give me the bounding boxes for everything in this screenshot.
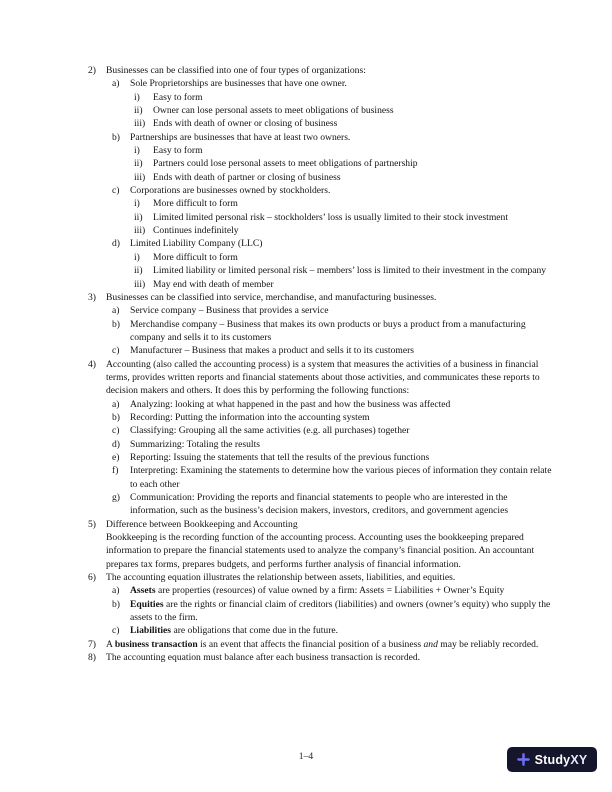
item-text: Interpreting: Examining the statements to determine how the various pieces of information they contain relate to each other <box>130 465 552 490</box>
outline-item <box>134 104 556 117</box>
outline-item <box>134 264 556 277</box>
outline-item <box>134 197 556 210</box>
item-label: d) <box>112 238 120 250</box>
item-label: 8) <box>88 652 96 664</box>
item-text: Equities are the rights or financial claim of creditors (liabilities) and owners (owner’s equity) who supply the assets to the firm. <box>130 598 551 624</box>
item-text: Easy to form <box>153 145 203 157</box>
item-text: Limited liability or limited personal risk – members’ loss is limited to their investment in the company <box>153 265 547 277</box>
brand-name <box>535 753 588 767</box>
item-text: Accounting (also called the accounting process) is a system that measures the activities of a business in financial terms, provides written reports and financial statements about those activities, and communicates these reports to decision makers and others. It does this by performing the following functions: <box>106 358 540 397</box>
item-label: 7) <box>88 638 96 650</box>
outline-item <box>88 638 556 651</box>
outline-item <box>88 571 556 584</box>
item-text: Merchandise company – Business that makes its own products or buys a product from a manufacturing company and sells it to its customers <box>130 318 526 343</box>
item-label: f) <box>112 465 119 477</box>
outline-item <box>134 157 556 170</box>
outline-item <box>112 237 556 250</box>
item-text: Businesses can be classified into service, merchandise, and manufacturing businesses. <box>106 291 437 303</box>
outline-item <box>112 304 556 317</box>
item-text: Corporations are businesses owned by stockholders. <box>130 185 331 197</box>
item-label: iii) <box>134 278 146 290</box>
outline-item <box>112 77 556 90</box>
outline-item <box>134 171 556 184</box>
item-label: 5) <box>88 518 96 530</box>
plus-icon <box>517 753 530 766</box>
outline-item <box>112 491 556 518</box>
outline-item <box>134 91 556 104</box>
item-label: i) <box>134 198 140 210</box>
item-text: More difficult to form <box>153 198 238 210</box>
item-label: ii) <box>134 105 143 117</box>
item-text: Manufacturer – Business that makes a product and sells it to its customers <box>130 345 415 357</box>
item-label: b) <box>112 131 120 143</box>
item-text: Service company – Business that provides a service <box>130 305 329 317</box>
outline-item <box>134 224 556 237</box>
item-label: ii) <box>134 265 143 277</box>
item-label: i) <box>134 145 140 157</box>
outline-item <box>134 278 556 291</box>
item-label: c) <box>112 425 120 437</box>
item-text: Classifying: Grouping all the same activities (e.g. all purchases) together <box>130 425 410 437</box>
outline-item <box>88 651 556 664</box>
item-label: a) <box>112 585 120 597</box>
item-label: ii) <box>134 211 143 223</box>
outline-item <box>112 438 556 451</box>
studyxy-logo <box>507 747 597 772</box>
item-label: 2) <box>88 65 96 76</box>
item-label: i) <box>134 251 140 263</box>
brand-study: Study <box>534 752 571 767</box>
item-label: b) <box>112 411 120 423</box>
outline-item <box>134 144 556 157</box>
item-label: b) <box>112 598 120 610</box>
item-label: iii) <box>134 118 146 130</box>
outline-item <box>112 598 556 625</box>
item-label: c) <box>112 625 120 637</box>
brand-xy: XY <box>570 752 588 767</box>
item-text: Partners could lose personal assets to meet obligations of partnership <box>153 158 418 170</box>
item-label: iii) <box>134 225 146 237</box>
outline-item <box>134 251 556 264</box>
item-label: b) <box>112 318 120 330</box>
item-label: 4) <box>88 358 96 370</box>
outline-item <box>112 451 556 464</box>
outline-item <box>112 624 556 637</box>
item-text: May end with death of member <box>153 278 274 290</box>
item-text: Difference between Bookkeeping and Accounting <box>106 518 298 530</box>
outline-item <box>112 584 556 597</box>
item-label: 3) <box>88 291 96 303</box>
item-label: a) <box>112 78 120 90</box>
outline-item <box>88 291 556 304</box>
item-label: ii) <box>134 158 143 170</box>
outline-item <box>134 117 556 130</box>
item-text: Communication: Providing the reports and financial statements to people who are interested in the information, such as the business’s decision makers, investors, creditors, and government agencies <box>130 492 509 517</box>
outline-item <box>88 358 556 398</box>
outline-item <box>112 464 556 491</box>
item-label: e) <box>112 451 120 463</box>
outline-item <box>112 131 556 144</box>
item-text: Reporting: Issuing the statements that tell the results of the previous functions <box>130 451 430 463</box>
item-label: 6) <box>88 572 96 584</box>
outline-item <box>112 184 556 197</box>
item-text: Summarizing: Totaling the results <box>130 438 260 450</box>
item-text: Ends with death of partner or closing of business <box>153 171 341 183</box>
item-text: Sole Proprietorships are businesses that have one owner. <box>130 78 347 90</box>
item-label: c) <box>112 345 120 357</box>
item-text: Liabilities are obligations that come due in the future. <box>130 625 339 637</box>
item-text: Ends with death of owner or closing of business <box>153 118 338 130</box>
item-text: The accounting equation illustrates the relationship between assets, liabilities, and equities. <box>106 572 456 584</box>
item-text: Businesses can be classified into one of four types of organizations: <box>106 65 366 76</box>
item-text: Limited limited personal risk – stockholders’ loss is usually limited to their stock investment <box>153 211 509 223</box>
outline-item <box>112 411 556 424</box>
outline-item <box>112 318 556 345</box>
item-label: i) <box>134 91 140 103</box>
outline <box>88 64 556 664</box>
outline-item <box>88 531 556 571</box>
outline-item <box>112 398 556 411</box>
item-label: a) <box>112 305 120 317</box>
item-label: d) <box>112 438 120 450</box>
item-text: Bookkeeping is the recording function of the accounting process. Accounting uses the bookkeeping prepared information to prepare the financial statements used to analyze the company’s financial position. An accountant prepares tax forms, prepares budgets, and performs further analysis of financial information. <box>106 532 535 570</box>
item-label: iii) <box>134 171 146 183</box>
item-text: Recording: Putting the information into the accounting system <box>130 411 370 423</box>
item-label: c) <box>112 185 120 197</box>
outline-item <box>112 344 556 357</box>
item-text: Owner can lose personal assets to meet obligations of business <box>153 105 394 117</box>
item-text: Partnerships are businesses that have at least two owners. <box>130 131 351 143</box>
item-label: g) <box>112 492 120 503</box>
outline-item <box>88 518 556 531</box>
item-label: a) <box>112 398 120 410</box>
item-text: Analyzing: looking at what happened in the past and how the business was affected <box>130 398 451 410</box>
item-text: Easy to form <box>153 91 203 103</box>
item-text: More difficult to form <box>153 251 238 263</box>
outline-item <box>134 211 556 224</box>
item-text: A business transaction is an event that affects the financial position of a business and may be reliably recorded. <box>106 638 539 650</box>
item-text: The accounting equation must balance after each business transaction is recorded. <box>106 652 421 664</box>
item-text: Continues indefinitely <box>153 225 239 237</box>
outline-item <box>112 424 556 437</box>
outline-item <box>88 64 556 77</box>
item-label <box>88 531 106 571</box>
item-text: Limited Liability Company (LLC) <box>130 238 263 250</box>
page-number: 1–4 <box>298 751 314 762</box>
item-text: Assets are properties (resources) of value owned by a firm: Assets = Liabilities + Owner’s Equity <box>130 585 505 597</box>
